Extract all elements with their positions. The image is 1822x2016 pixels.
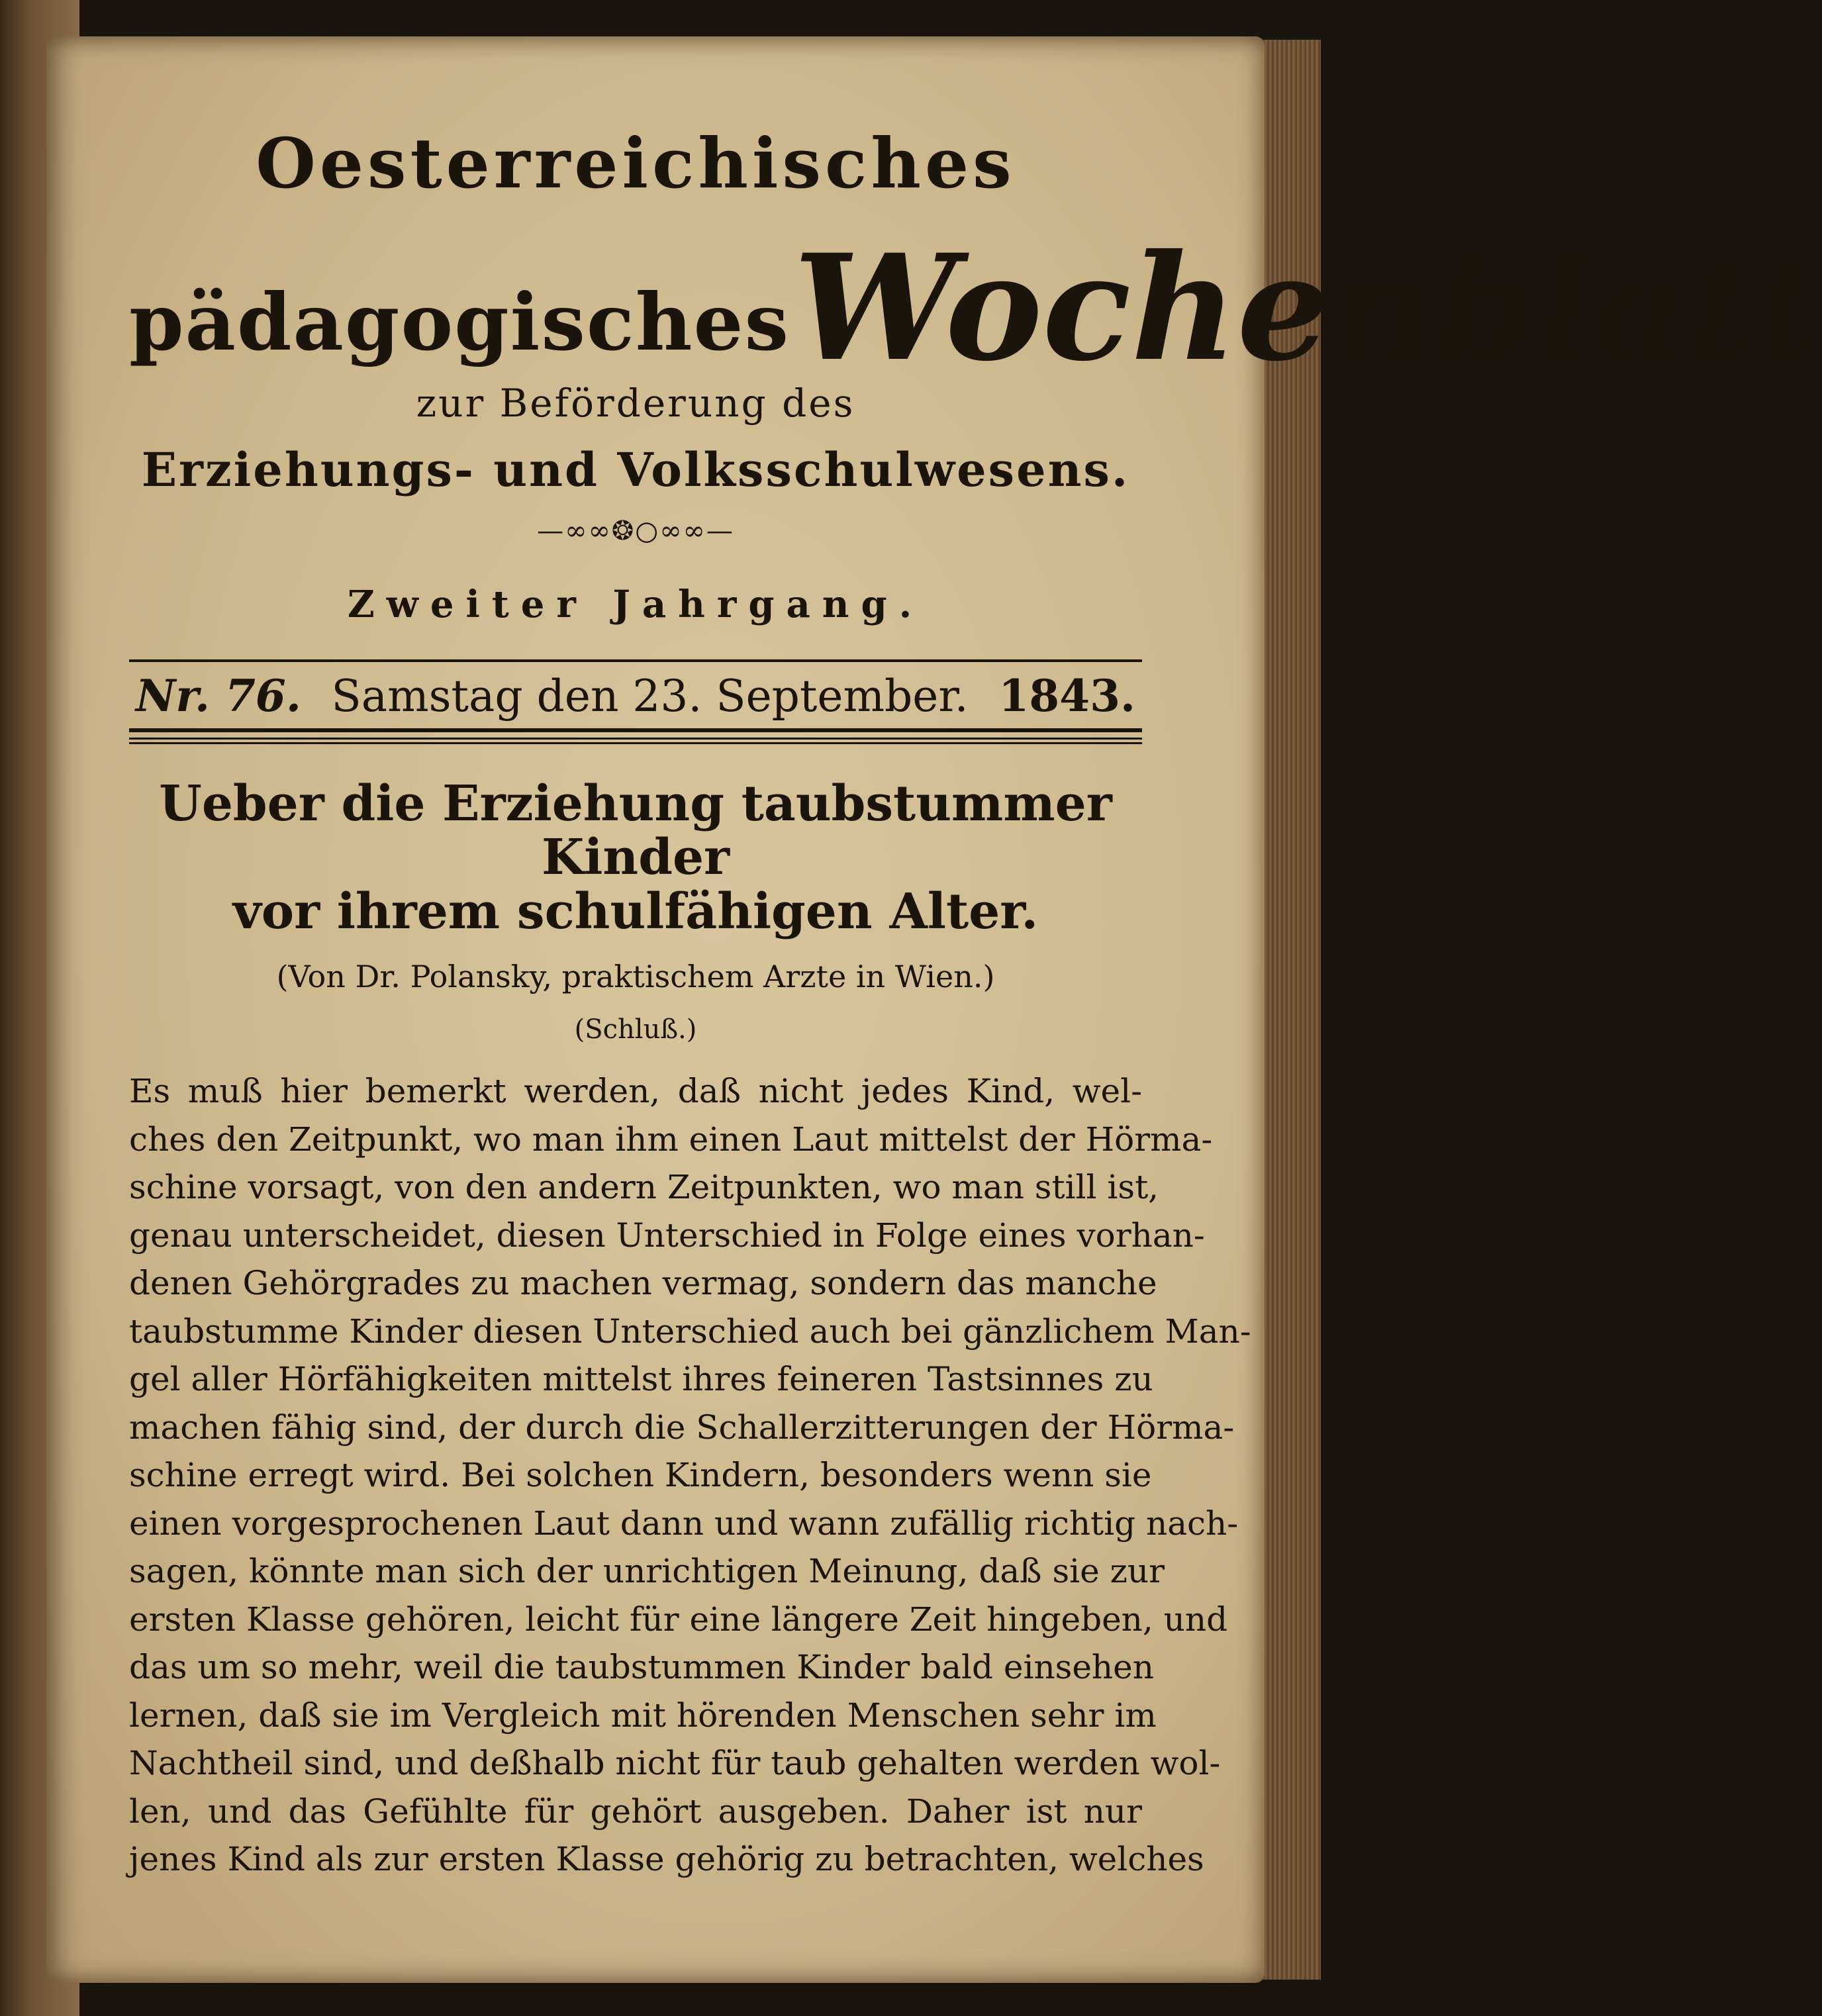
masthead-line1: Oesterreichisches — [256, 122, 1016, 204]
article-body — [129, 1067, 1251, 1884]
body-line: lernen, daß sie im Vergleich mit hörenden Menschen sehr im — [129, 1696, 1157, 1735]
rule-double — [129, 728, 1142, 740]
body-line: gel aller Hörfähigkeiten mittelst ihres feineren Tastsinnes zu — [129, 1360, 1153, 1399]
body-line: schine erregt wird. Bei solchen Kindern, besonders wenn sie — [129, 1456, 1152, 1495]
body-line: taubstumme Kinder diesen Unterschied auch bei gänzlichem Man- — [129, 1312, 1251, 1351]
masthead-line2-prefix: pädagogisches — [129, 276, 791, 368]
volume-label: Zweiter Jahrgang. — [347, 583, 924, 626]
body-line: schine vorsagt, von den andern Zeitpunkten, wo man still ist, — [129, 1168, 1159, 1207]
body-line: denen Gehörgrades zu machen vermag, sondern das manche — [129, 1264, 1157, 1303]
body-line: genau unterscheidet, diesen Unterschied in Folge eines vorhan- — [129, 1216, 1205, 1255]
issue-info-row — [129, 662, 1142, 728]
masthead-line2-script: Wochenblatt — [793, 222, 1822, 393]
ornament-divider: —∞∞❂○∞∞— — [537, 516, 734, 546]
masthead-line2 — [129, 222, 1822, 393]
article-title-line2: vor ihrem schulfähigen Alter. — [232, 883, 1039, 940]
body-line: Nachtheil sind, und deßhalb nicht für taub gehalten werden wol- — [129, 1744, 1221, 1783]
body-line: len, und das Gefühlte für gehört ausgeben. Daher ist nur — [129, 1792, 1142, 1831]
masthead-subtitle2: Erziehungs- und Volksschulwesens. — [141, 442, 1130, 497]
body-line: sagen, könnte man sich der unrichtigen Meinung, daß sie zur — [129, 1552, 1165, 1591]
rule-bottom — [129, 742, 1142, 744]
body-line: ersten Klasse gehören, leicht für eine längere Zeit hingeben, und — [129, 1600, 1228, 1639]
body-line: ches den Zeitpunkt, wo man ihm einen Laut mittelst der Hörma- — [129, 1120, 1213, 1159]
masthead-subtitle1: zur Beförderung des — [416, 381, 855, 426]
issue-number: Nr. 76. — [136, 670, 301, 722]
article-title — [129, 777, 1142, 939]
body-line: das um so mehr, weil die taubstummen Kinder bald einsehen — [129, 1648, 1154, 1687]
body-line: machen fähig sind, der durch die Schallerzitterungen der Hörma- — [129, 1408, 1235, 1447]
body-line: Es muß hier bemerkt werden, daß nicht jedes Kind, wel- — [129, 1072, 1142, 1111]
article-byline: (Von Dr. Polansky, praktischem Arzte in Wien.) — [276, 959, 995, 995]
article-continuation: (Schluß.) — [574, 1014, 697, 1045]
page-content — [129, 103, 1822, 1884]
newspaper-page — [46, 36, 1822, 1983]
issue-date: Samstag den 23. September. — [331, 671, 969, 722]
body-line: jenes Kind als zur ersten Klasse gehörig zu betrachten, welches — [129, 1840, 1204, 1879]
article-title-line1: Ueber die Erziehung taubstummer Kinder — [159, 775, 1112, 887]
body-line: einen vorgesprochenen Laut dann und wann zufällig richtig nach- — [129, 1504, 1239, 1543]
issue-year: 1843. — [998, 670, 1135, 722]
